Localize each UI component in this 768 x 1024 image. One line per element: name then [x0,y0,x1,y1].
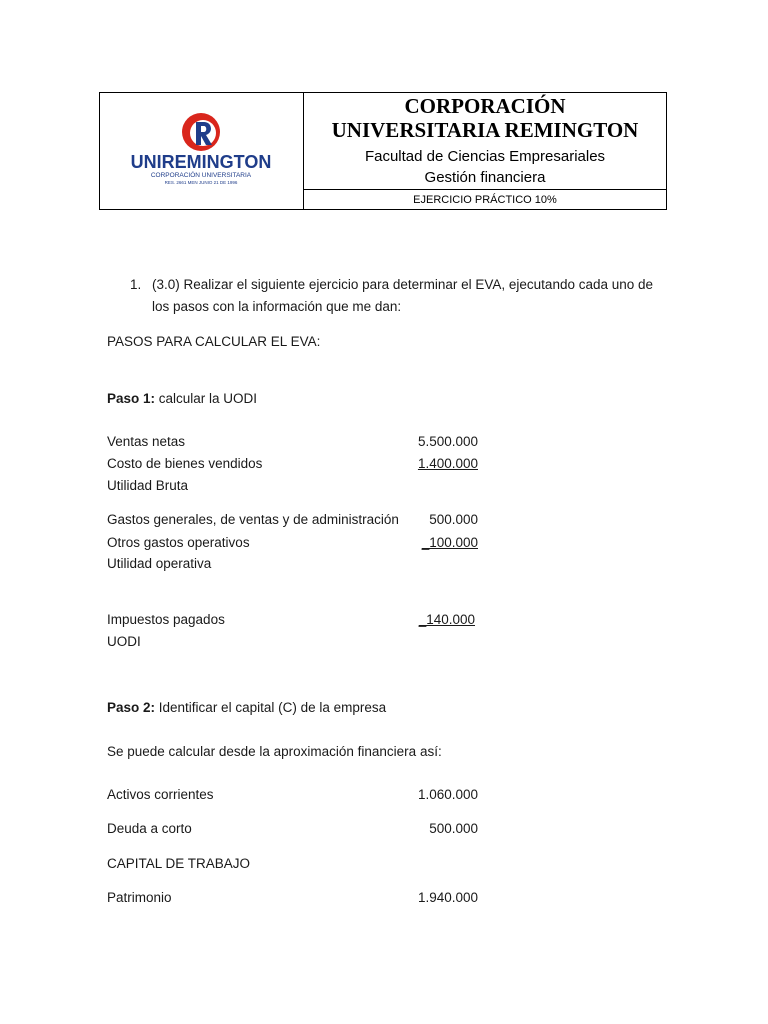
row-value: 500.000 [429,821,478,836]
row-label: Activos corrientes [107,787,214,802]
title-line-2: UNIVERSITARIA REMINGTON [331,118,639,142]
step1-heading [107,391,257,406]
faculty-line: Facultad de Ciencias Empresariales [364,148,606,165]
question-line-2: los pasos con la información que me dan: [152,299,402,314]
row-label: Gastos generales, de ventas y de administración [107,512,399,527]
row-label: Deuda a corto [107,821,192,836]
logo-subtitle-text: CORPORACIÓN UNIVERSITARIA [150,172,251,179]
steps-heading: PASOS PARA CALCULAR EL EVA: [107,334,321,349]
step1-text: calcular la UODI [155,391,258,406]
row-label: Otros gastos operativos [107,535,250,550]
row-label: Impuestos pagados [107,612,225,627]
row-value: _100.000 [421,535,478,550]
title-line-1: CORPORACIÓN [404,94,566,118]
exercise-label: EJERCICIO PRÁCTICO 10% [413,193,557,206]
course-line: Gestión financiera [424,169,546,186]
row-label: Utilidad operativa [107,556,212,571]
row-label: UODI [107,634,141,649]
row-value: _140.000 [418,612,475,627]
row-label: Patrimonio [107,890,172,905]
title-block [304,93,666,190]
logo-brand-text: UNIREMINGTON [130,152,271,172]
row-label: Ventas netas [107,434,186,449]
step2-text: Identificar el capital (C) de la empresa [155,700,387,715]
uniremington-logo [113,112,291,190]
row-value: 5.500.000 [417,434,478,449]
row-value: 1.940.000 [417,890,478,905]
step1-label: Paso 1: [107,391,156,406]
row-label: Utilidad Bruta [107,478,189,493]
question-number: 1. [130,277,142,292]
logo-cell [100,93,304,209]
row-value: 500.000 [429,512,478,527]
step2-heading [107,700,386,715]
question-line-1: (3.0) Realizar el siguiente ejercicio para determinar el EVA, ejecutando cada uno de [152,277,654,292]
row-value: 1.400.000 [417,456,478,471]
document-header [99,92,667,210]
logo-resolution-text: RES. 2661 MEN JUNIO 21 DE 1996 [164,180,237,185]
row-label: CAPITAL DE TRABAJO [107,856,251,871]
row-label: Costo de bienes vendidos [107,456,263,471]
step2-intro: Se puede calcular desde la aproximación financiera así: [107,744,442,759]
row-value: 1.060.000 [417,787,478,802]
step2-label: Paso 2: [107,700,156,715]
title-cell [304,93,666,209]
